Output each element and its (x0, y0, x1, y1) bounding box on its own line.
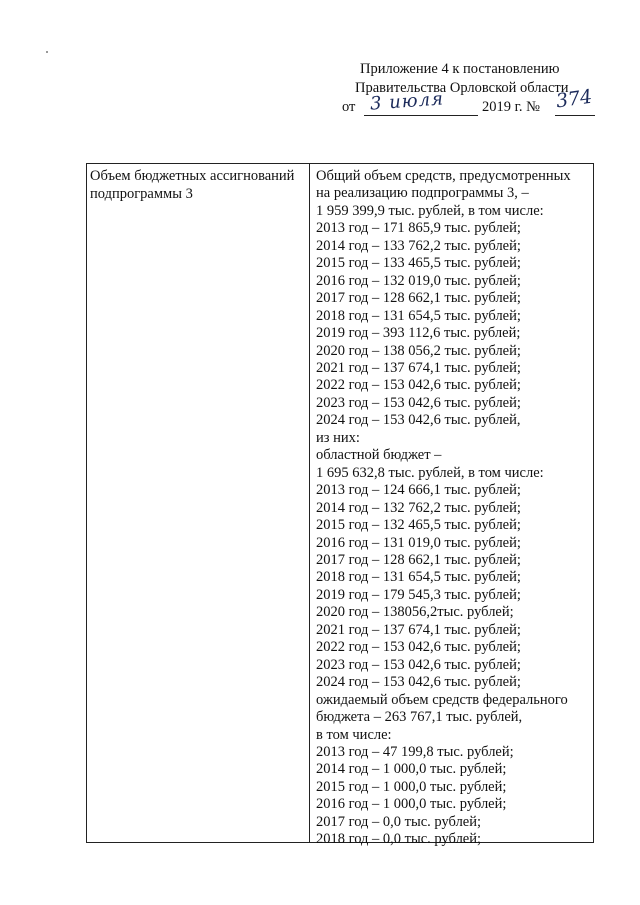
table-right-line: 2024 год – 153 042,6 тыс. рублей, (316, 412, 521, 429)
table-right-line: 2024 год – 153 042,6 тыс. рублей; (316, 674, 521, 691)
table-right-line: 2019 год – 393 112,6 тыс. рублей; (316, 325, 521, 342)
table-right-line: 2018 год – 131 654,5 тыс. рублей; (316, 307, 521, 324)
table-right-line: 2022 год – 153 042,6 тыс. рублей; (316, 377, 521, 394)
table-right-line: ожидаемый объем средств федерального (316, 691, 568, 708)
table-right-line: 2017 год – 0,0 тыс. рублей; (316, 813, 482, 830)
table-right-line: из них: (316, 429, 360, 446)
header-line-appendix: Приложение 4 к постановлению (360, 61, 560, 77)
table-right-line: 2015 год – 133 465,5 тыс. рублей; (316, 255, 521, 272)
handwritten-number: 374 (554, 85, 594, 113)
scan-speck (46, 51, 48, 53)
table-right-line: 2013 год – 171 865,9 тыс. рублей; (316, 220, 521, 237)
table-right-line: 2014 год – 132 762,2 тыс. рублей; (316, 499, 521, 516)
table-right-line: 2021 год – 137 674,1 тыс. рублей; (316, 359, 521, 376)
table-right-line: областной бюджет – (316, 447, 442, 464)
table-right-line: 2017 год – 128 662,1 тыс. рублей; (316, 290, 521, 307)
table-right-line: 2016 год – 1 000,0 тыс. рублей; (316, 796, 507, 813)
number-underline (555, 115, 595, 116)
table-right-line: 2018 год – 0,0 тыс. рублей; (316, 831, 482, 848)
table-right-line: 2016 год – 131 019,0 тыс. рублей; (316, 534, 521, 551)
table-right-line: в том числе: (316, 726, 392, 743)
table-right-line: 2023 год – 153 042,6 тыс. рублей; (316, 394, 521, 411)
handwritten-date: 3 июля (369, 88, 445, 115)
table-right-line: 2018 год – 131 654,5 тыс. рублей; (316, 569, 521, 586)
table-right-line: 2017 год – 128 662,1 тыс. рублей; (316, 551, 521, 568)
table-right-line: на реализацию подпрограммы 3, – (316, 185, 529, 202)
table-right-line: 2020 год – 138056,2тыс. рублей; (316, 604, 514, 621)
table-right-line: 2015 год – 1 000,0 тыс. рублей; (316, 778, 507, 795)
date-underline (364, 115, 478, 116)
table-right-line: 2022 год – 153 042,6 тыс. рублей; (316, 639, 521, 656)
table-right-line: 2019 год – 179 545,3 тыс. рублей; (316, 586, 521, 603)
header-ot: от (342, 99, 356, 115)
table-right-line: 1 695 632,8 тыс. рублей, в том числе: (316, 464, 544, 481)
table-left-cell: Объем бюджетных ассигнований подпрограммы 3 (90, 168, 295, 202)
table-right-line: 2020 год – 138 056,2 тыс. рублей; (316, 342, 521, 359)
table-right-line: 2013 год – 124 666,1 тыс. рублей; (316, 482, 521, 499)
table-right-line: 2023 год – 153 042,6 тыс. рублей; (316, 656, 521, 673)
table-right-line: 2013 год – 47 199,8 тыс. рублей; (316, 743, 514, 760)
table-right-line: 2014 год – 133 762,2 тыс. рублей; (316, 237, 521, 254)
table-right-cell (316, 168, 591, 849)
header-line-government: Правительства Орловской области (355, 80, 569, 96)
table-right-line: 2016 год – 132 019,0 тыс. рублей; (316, 272, 521, 289)
table-right-line: 2014 год – 1 000,0 тыс. рублей; (316, 761, 507, 778)
table-right-line: 2015 год – 132 465,5 тыс. рублей; (316, 517, 521, 534)
table-right-line: Общий объем средств, предусмотренных (316, 168, 571, 184)
budget-table (86, 163, 594, 848)
table-right-line: 1 959 399,9 тыс. рублей, в том числе: (316, 202, 544, 219)
table-column-divider (309, 164, 310, 842)
table-right-line: 2021 год – 137 674,1 тыс. рублей; (316, 621, 521, 638)
table-right-line: бюджета – 263 767,1 тыс. рублей, (316, 709, 523, 726)
header-year-number-label: 2019 г. № (482, 99, 541, 115)
